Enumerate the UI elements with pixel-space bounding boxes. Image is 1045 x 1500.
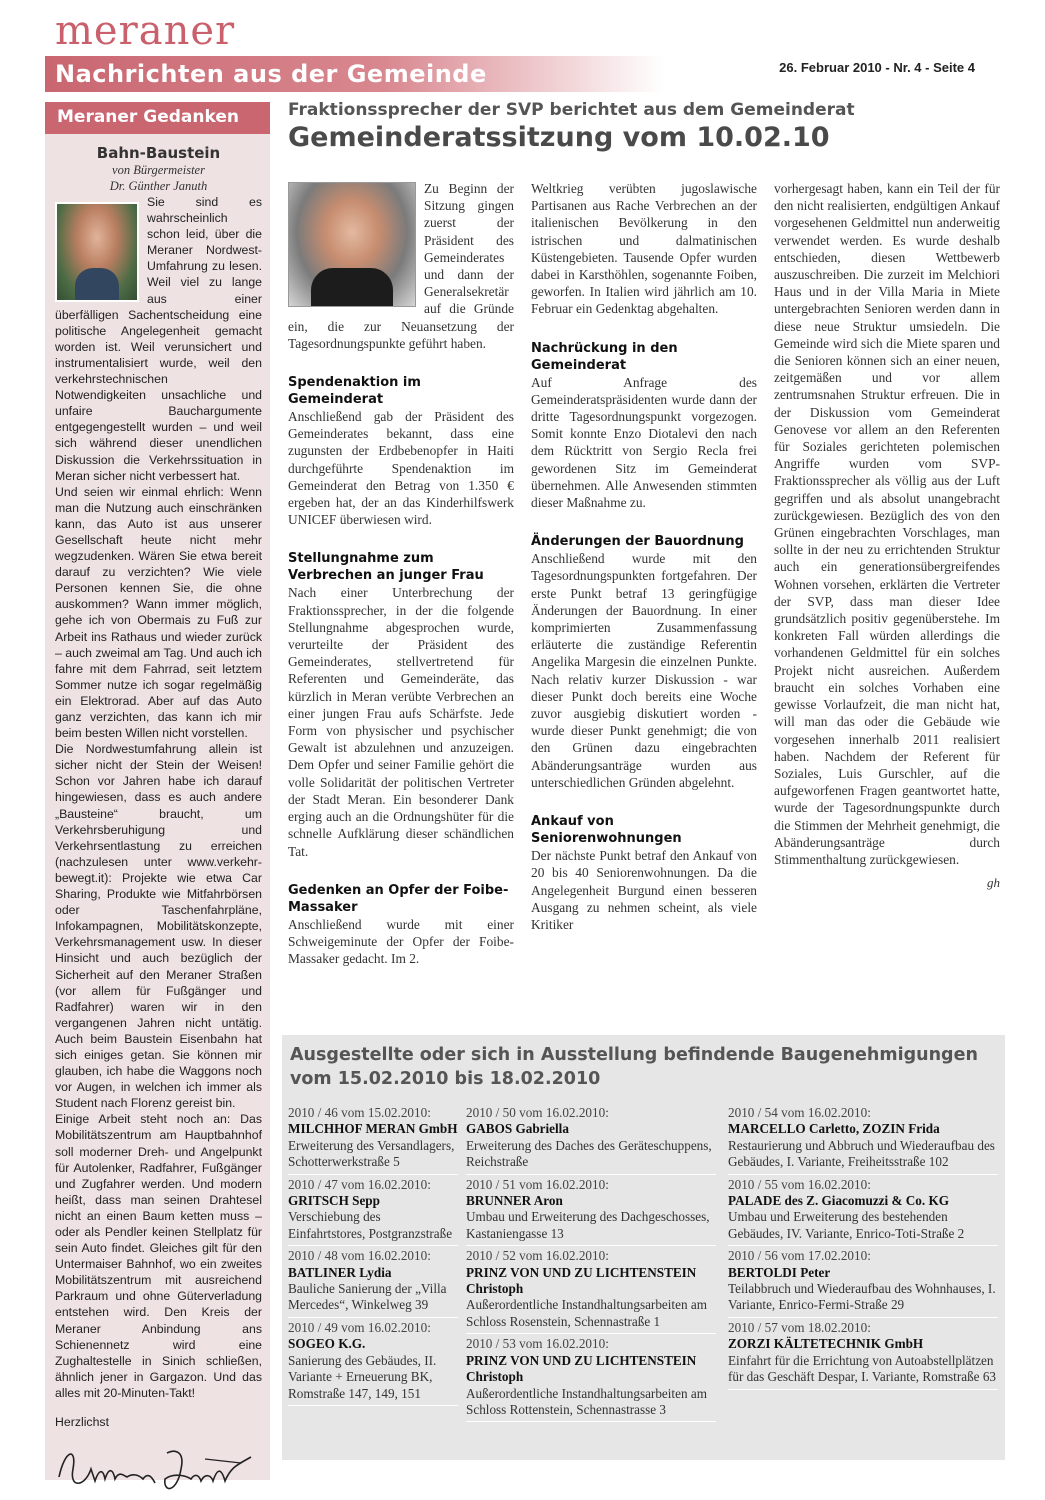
permit-desc: Einfahrt für die Errichtung von Autoabstellplätzen für das Geschäft Despar, I. Variante, Romstraße 63 <box>728 1352 997 1385</box>
mayor-photo <box>55 202 139 302</box>
section-text-senior-housing: Der nächste Punkt betraf den Ankauf von 20 bis 40 Seniorenwohnungen. Da die Angelegenheit Burgund einen besseren Ausgang zu nehmen scheint, als viele Kritiker <box>531 848 757 932</box>
article-headline: Gemeinderatssitzung vom 10.02.10 <box>288 122 830 153</box>
permits-column-3 <box>728 1103 998 1390</box>
permit-ref: 2010 / 52 vom 16.02.2010: <box>466 1248 609 1264</box>
permit-desc: Teilabbruch und Wiederaufbau des Wohnhauses, I. Variante, Enrico-Fermi-Straße 29 <box>728 1281 996 1313</box>
permit-desc: Außerordentliche Instandhaltungsarbeiten am Schloss Rosenstein, Schennastraße 1 <box>466 1297 707 1329</box>
section-heading-foibe: Gedenken an Opfer der Foibe-Massaker <box>288 882 509 915</box>
permit-holder: BRUNNER Aron <box>466 1193 563 1209</box>
permit-ref: 2010 / 55 vom 16.02.2010: <box>728 1176 871 1192</box>
permit-ref: 2010 / 54 vom 16.02.2010: <box>728 1105 871 1120</box>
permit-ref: 2010 / 57 vom 18.02.2010: <box>728 1319 871 1335</box>
sidebar-byline-2: Dr. Günther Januth <box>109 179 208 193</box>
permit-holder: PALADE des Z. Giacomuzzi & Co. KG <box>728 1193 949 1209</box>
section-text-succession: Auf Anfrage des Gemeinderatspräsidenten wurde dann der dritte Tagesordnungspunkt vorgezogen. Somit konnte Enzo Diotalevi den nach dem Rücktritt von Sergio Recla frei gewordenen Sitz im Gemeinderat übernehmen. Alle Anwesenden stimmten dieser Maßnahme zu. <box>531 374 757 511</box>
masthead <box>45 8 1005 92</box>
article-columns <box>288 180 1003 1020</box>
permit-holder: BERTOLDI Peter <box>728 1264 831 1280</box>
permit-entry <box>728 1175 998 1247</box>
section-title: Nachrichten aus der Gemeinde <box>55 60 487 88</box>
section-heading-donation: Spendenaktion im Gemeinderat <box>288 375 421 408</box>
brand-logo: meraner <box>55 8 236 54</box>
sidebar-paragraph: Einige Arbeit steht noch an: Das Mobilitätszentrum am Hauptbahnhof soll moderner Dreh- und Angelpunkt für Autolenker, Radfahrer, Fußgänger und Zugfahrer werden. Und modern heißt, dass man seinen Drahtesel nicht an einen Baum ketten muss – oder als Pendler keinen Stellplatz für sein Auto findet. Gleiches gilt für den Untermaiser Bahnhof, wo ein zweites Mobilitätszentrum mit ausreichend Parkraum und ohne Güterverladung entstehen wird. Den Kreis der Meraner Anbindung ans Schienennetz wird eine Zughaltestelle in Sinich schließen, ähnlich jener in Gargazon. Und das alles mit 20-Minuten-Takt! <box>55 1112 262 1400</box>
permit-entry <box>288 1246 458 1318</box>
permit-holder: GABOS Gabriella <box>466 1121 569 1137</box>
section-heading-succession: Nachrückung in den Gemeinderat <box>531 340 678 373</box>
section-heading-statement: Stellungnahme zum Verbrechen an junger Frau <box>288 551 484 584</box>
permit-ref: 2010 / 56 vom 17.02.2010: <box>728 1248 871 1264</box>
permit-entry <box>466 1175 716 1247</box>
permit-holder: PRINZ VON UND ZU LICHTENSTEIN Christoph <box>466 1264 697 1297</box>
section-text-foibe: Anschließend wurde mit einer Schweigeminute der Opfer der Foibe-Massaker gedacht. Im 2. <box>288 916 514 967</box>
permit-desc: Verschiebung des Einfahrtstores, Postgranzstraße <box>288 1209 453 1241</box>
sidebar-body <box>45 134 270 1480</box>
permit-holder: GRITSCH Sepp <box>288 1193 380 1209</box>
section-banner <box>45 56 665 92</box>
sidebar-text <box>55 194 262 1401</box>
permit-desc: Außerordentliche Instandhaltungsarbeiten am Schloss Rottenstein, Schennastrasse 3 <box>466 1385 707 1417</box>
permits-title <box>282 1035 1005 1091</box>
issue-dateline: 26. Februar 2010 - Nr. 4 - Seite 4 <box>779 60 975 75</box>
section-heading-building-code: Änderungen der Bauordnung <box>531 534 744 550</box>
signature-image <box>55 1439 255 1499</box>
permit-ref: 2010 / 48 vom 16.02.2010: <box>288 1248 431 1264</box>
permit-entry <box>466 1246 716 1334</box>
permit-desc: Umbau und Erweiterung des Dachgeschosses, Kastaniengasse 13 <box>466 1209 710 1241</box>
section-text-statement: Nach einer Unterbrechung der Fraktionssprecher, in der die folgende Stellungnahme abgesprochen wurde, verurteilte der Präsident des Gemeinderates, stellvertretend für Referenten und Gemeinderäte, das kürzlich in Meran verübte Verbrechen an einer jungen Frau aufs Schärfste. Jede Form von physischer und psychischer Gewalt ist abzulehnen und anzuzeigen. Dem Opfer und seiner Familie gehört die volle Solidarität der politischen Vertreter der Stadt Meran. Ein besonderer Dank erging auch an die Ordnungshüter für die schnelle Aufklärung dieser schändlichen Tat. <box>288 585 514 859</box>
permit-desc: Erweiterung des Daches des Geräteschuppens, Reichstraße <box>466 1137 712 1170</box>
permit-holder: MILCHHOF MERAN GmbH <box>288 1121 458 1137</box>
permit-ref: 2010 / 49 vom 16.02.2010: <box>288 1319 431 1335</box>
sidebar-title: Bahn-Baustein <box>96 144 221 162</box>
sidebar-byline-1: von Bürgermeister <box>112 163 205 177</box>
permits-title-line-1: Ausgestellte oder sich in Ausstellung befindende Baugenehmigungen <box>290 1045 978 1065</box>
permit-entry <box>288 1318 458 1406</box>
section-heading-senior-housing: Ankauf von Seniorenwohnungen <box>531 814 682 847</box>
author-initials: gh <box>987 875 1000 891</box>
permit-desc: Restaurierung und Abbruch und Wiederaufbau des Gebäudes, I. Variante, Freiheitsstraße 102 <box>728 1137 995 1170</box>
permit-desc: Umbau und Erweiterung des bestehenden Gebäudes, IV. Variante, Enrico-Toti-Straße 2 <box>728 1209 965 1241</box>
permit-desc: Erweiterung des Versandlagers, Schotterwerkstraße 5 <box>288 1137 455 1170</box>
permit-holder: BATLINER Lydia <box>288 1264 392 1280</box>
article-column-1 <box>288 180 514 967</box>
sidebar-column <box>45 102 270 1480</box>
sidebar-paragraph: Die Nordwestumfahrung allein ist sicher nicht der Stein der Weisen! Schon vor Jahren habe ich darauf hingewiesen, dass es auch andere „Bausteine“ braucht, um Verkehrsberuhigung und Verkehrsentlastung zu erreichen (nachzulesen unter www.verkehr-bewegt.it): Projekte wie etwa Car Sharing, Produkte wie Mitfahrbörsen oder Taschenfahrpläne, Infokampagnen, Mobilitätskonzepte, Verkehrsmanagement usw. In dieser Hinsicht und auch bezüglich der Sicherheit auf den Meraner Straßen (vor allem für Fußgänger und Radfahrer) waren wir in den vergangenen Jahren nicht untätig. Auch beim Baustein Eisenbahn hat sich einiges getan. Sie können mir glauben, ich habe die Waggons noch vor Augen, in welchen ich immer als Student nach Florenz gereist bin. <box>55 742 262 1111</box>
section-text-foibe-cont: Weltkrieg verübten jugoslawische Partisanen aus Rache Verbrechen an der italienischen Bevölkerung in den istrischen und dalmatinischen Küstengebieten. Tausende Opfer wurden dabei in Karsthöhlen, sogenannte Foiben, geworfen. In Italien wird jährlich am 10. Februar ein Gedenktag abgehalten. <box>531 181 757 317</box>
permit-ref: 2010 / 53 vom 16.02.2010: <box>466 1336 609 1352</box>
article-kicker: Fraktionssprecher der SVP berichtet aus dem Gemeinderat <box>288 100 855 120</box>
permit-ref: 2010 / 50 vom 16.02.2010: <box>466 1105 609 1120</box>
permits-column-2 <box>466 1103 716 1422</box>
article-column-3 <box>774 180 1000 891</box>
article-column-2 <box>531 180 757 933</box>
permit-holder: SOGEO K.G. <box>288 1336 366 1352</box>
building-permits-box <box>282 1035 1005 1460</box>
article-intro: Zu Beginn der Sitzung gingen zuerst der Präsident des Gemeinderates und dann der Generalsekretär auf die Gründe ein, die zur Neuansetzung der Tagesordnungspunkte geführt haben. <box>288 181 514 351</box>
sidebar-header: Meraner Gedanken <box>45 102 270 134</box>
permit-ref: 2010 / 51 vom 16.02.2010: <box>466 1176 609 1192</box>
permit-holder: ZORZI KÄLTETECHNIK GmbH <box>728 1336 924 1352</box>
permit-entry <box>728 1103 998 1175</box>
permit-entry <box>466 1334 716 1422</box>
section-text-building-code: Anschließend wurde mit den Tagesordnungspunkten fortgefahren. Der erste Punkt betraf 13 geringfügige Änderungen der Bauordnung. In einer komprimierten Zusammenfassung erläuterte die zuständige Referentin Angelika Margesin die einzelnen Punkte. Nach relativ kurzer Diskussion - war dieser Punkt doch bereits eine Woche zuvor ausgiebig diskutiert worden - wurde dieser Punkt genehmigt; die von den Grünen dazu eingebrachten Abänderungsanträge wurden aus unterschiedlichen Gründen abgelehnt. <box>531 551 757 790</box>
permit-entry <box>466 1103 716 1175</box>
permit-desc: Sanierung des Gebäudes, II. Variante + Erneuerung BK, Romstraße 147, 149, 151 <box>288 1352 437 1401</box>
section-text-donation: Anschließend gab der Präsident des Gemeinderates bekannt, dass eine zugunsten der Erdbebenopfer in Haiti durchgeführte Spendenaktion im Gemeinderat den Betrag von 1.350 € ergeben hat, der an das Kinderhilfswerk UNICEF überwiesen wird. <box>288 409 514 528</box>
sidebar-paragraph: Sie sind es wahrscheinlich schon leid, über die Meraner Nordwest-Umfahrung zu lesen. Weil viel zu lange aus einer überfälligen Sachentscheidung eine politische Angelegenheit gemacht worden ist. Weil verunsichert und instrumentalisiert wurde, weil den verkehrstechnischen Notwendigkeiten unsachliche und unfaire Bauchargumente entgegengestellt wurden – und weil sich während dieser unendlichen Diskussion die Verkehrssituation in Meran sicher nicht verbessert hat. <box>55 195 262 483</box>
permit-entry <box>728 1246 998 1318</box>
permit-ref: 2010 / 46 vom 15.02.2010: <box>288 1105 431 1120</box>
permit-ref: 2010 / 47 vom 16.02.2010: <box>288 1176 431 1192</box>
sidebar-paragraph: Und seien wir einmal ehrlich: Wenn man die Nutzung auch einschränken kann, das Auto ist aus unserer Gesellschaft heute nicht mehr wegzudenken. Wären Sie etwa bereit darauf zu verzichten? Wie viele Personen kennen Sie, die ohne auskommen? Wann immer möglich, gehe ich von Obermais zu Fuß zur Arbeit ins Rathaus und wieder zurück – auch zweimal am Tag. Und auch ich fahre mit dem Fahrrad, seit letztem Sommer nutze ich sogar regelmäßig ein Elektrorad. Aber auf das Auto ganz verzichten, das kann ich mir beim besten Willen nicht vorstellen. <box>55 484 262 741</box>
main-article <box>288 100 1003 967</box>
permit-desc: Bauliche Sanierung der „Villa Mercedes“, Winkelweg 39 <box>288 1281 447 1313</box>
spokesperson-photo <box>288 182 416 307</box>
permit-holder: MARCELLO Carletto, ZOZIN Frida <box>728 1121 940 1137</box>
permits-title-line-2: vom 15.02.2010 bis 18.02.2010 <box>290 1069 601 1089</box>
section-text-senior-housing-cont: vorhergesagt haben, kann ein Teil der für den nicht realisierten, endgültigen Ankauf vorgesehenen Geldmittel nun anderweitig verwendet werden. Es wurde deshalb entschieden, diesen Wettbewerb auszuschreiben. Die zurzeit im Melchiori Haus und in der Villa Maria in Miete untergebrachten Senioren werden dann in diese neue Struktur umsiedeln. Die Gemeinde wird sich die Miete sparen und die Senioren können sich an einer neuen, zeitgemäßen und vor allem zentrumsnahen Struktur erfreuen. Die in der Diskussion vom Gemeinderat Genovese vor allem an den Referenten für Soziales gerichteten polemischen Angriffe wurden vom SVP-Fraktionssprecher als völlig aus der Luft gegriffen und als absolut unangebracht zurückgewiesen. Bezüglich des von den Grünen eingebrachten Vorschlages, man sollte in der neu zu errichtenden Struktur auch ein generationsübergreifendes Wohnen vorsehen, erklärten die Vertreter der SVP, dass man dieser Idee grundsätzlich positiv gegenüberstehe. Im konkreten Fall würden allerdings die vorhandenen Geldmittel für ein solches Projekt nicht ausreichen. Außerdem braucht ein solches Vorhaben eine gewisse Vorlaufzeit, die man nicht hat, will man das oder die Gebäude wie vorgesehen innerhalb 2011 realisiert haben. Nachdem der Referent für Soziales, Luis Gurschler, auf die aufgeworfenen Fragen geantwortet hatte, wurde der Tagesordnungspunkte durch die Stimmen der Mehrheit genehmigt, die Abänderungsanträge durch Stimmenthaltung zurückgewiesen. <box>774 181 1000 867</box>
permit-entry <box>288 1103 458 1175</box>
permit-entry <box>288 1175 458 1247</box>
sidebar-closing: Herzlichst <box>55 1415 109 1430</box>
permit-holder: PRINZ VON UND ZU LICHTENSTEIN Christoph <box>466 1352 697 1385</box>
permits-column-1 <box>288 1103 458 1406</box>
permit-entry <box>728 1318 998 1390</box>
